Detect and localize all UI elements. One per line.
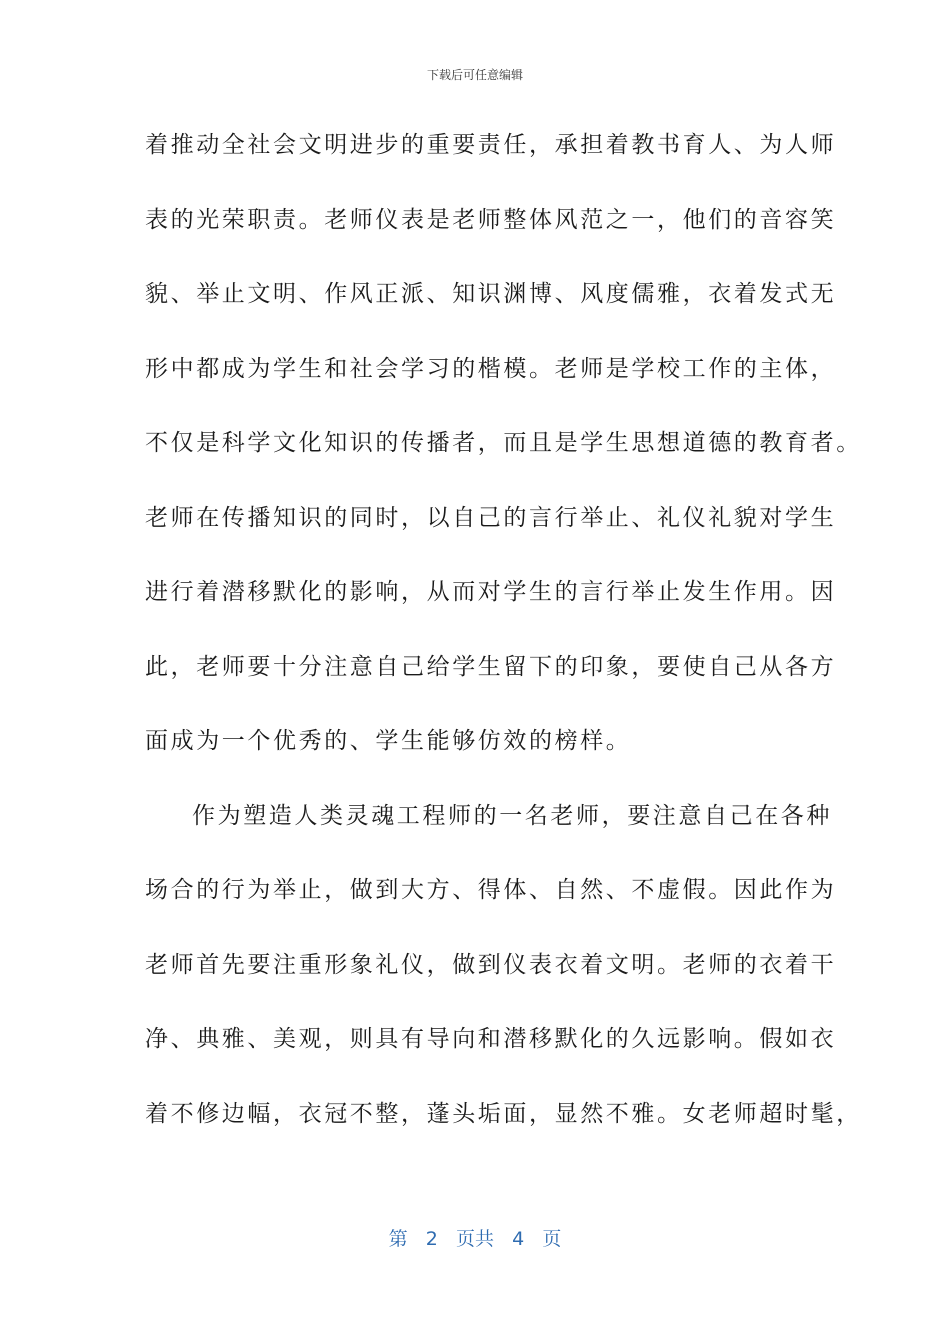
body-line-13: 净、典雅、美观，则具有导向和潜移默化的久远影响。假如衣 [145, 1026, 837, 1052]
body-line-3: 貌、举止文明、作风正派、知识渊博、风度儒雅，衣着发式无 [145, 281, 837, 307]
footer-suffix: 页 [542, 1228, 562, 1250]
body-line-4: 形中都成为学生和社会学习的楷模。老师是学校工作的主体， [145, 355, 837, 382]
body-line-2: 表的光荣职责。老师仪表是老师整体风范之一，他们的音容笑 [145, 206, 837, 233]
body-line-14: 着不修边幅，衣冠不整，蓬头垢面，显然不雅。女老师超时髦， [145, 1100, 862, 1127]
body-line-6: 老师在传播知识的同时，以自己的言行举止、礼仪礼貌对学生 [145, 504, 837, 531]
body-line-7: 进行着潜移默化的影响，从而对学生的言行举止发生作用。因 [145, 579, 837, 605]
footer-total-pages: 4 [512, 1228, 525, 1250]
body-line-12: 老师首先要注重形象礼仪，做到仪表衣着文明。老师的衣着干 [145, 951, 837, 978]
footer-prefix: 第 [388, 1228, 408, 1250]
page-header: 下载后可任意编辑 [426, 68, 523, 82]
body-line-5: 不仅是科学文化知识的传播者，而且是学生思想道德的教育者。 [145, 430, 862, 456]
body-line-9: 面成为一个优秀的、学生能够仿效的榜样。 [145, 728, 632, 754]
body-line-11: 场合的行为举止，做到大方、得体、自然、不虚假。因此作为 [145, 877, 837, 903]
body-line-8: 此，老师要十分注意自己给学生留下的印象，要使自己从各方 [145, 653, 837, 680]
footer-page-number: 2 [425, 1228, 438, 1250]
document-body [145, 120, 862, 1163]
body-line-10: 作为塑造人类灵魂工程师的一名老师，要注意自己在各种 [192, 802, 832, 829]
page-footer [0, 1224, 950, 1251]
footer-middle: 页共 [455, 1228, 494, 1250]
body-line-1: 着推动全社会文明进步的重要责任，承担着教书育人、为人师 [145, 132, 837, 158]
